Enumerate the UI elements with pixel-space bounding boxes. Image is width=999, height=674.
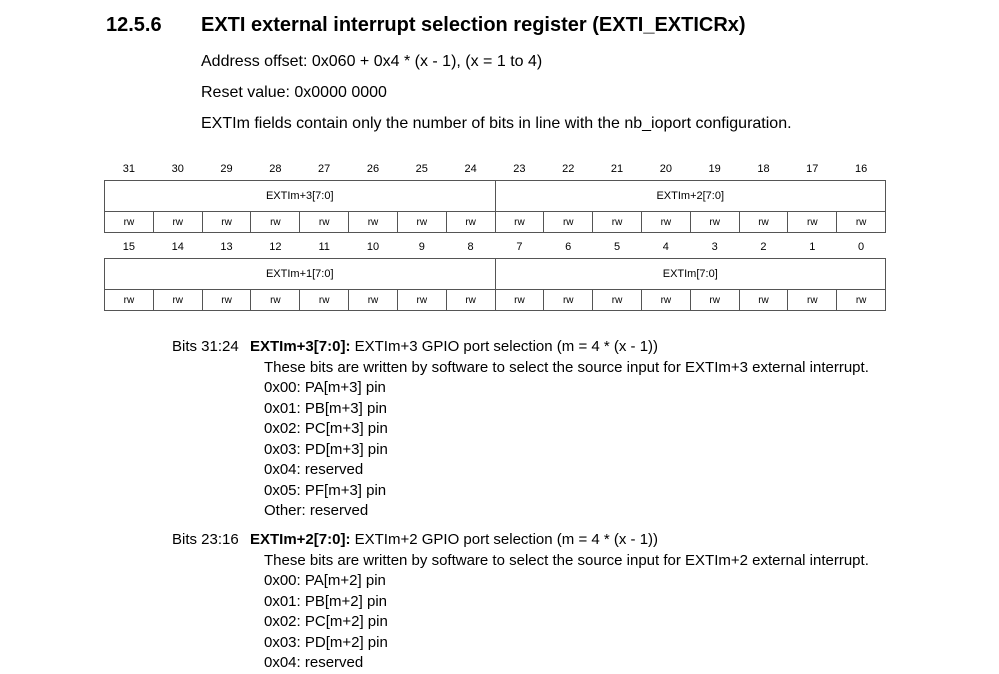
- address-offset: Address offset: 0x060 + 0x4 * (x - 1), (x = 1 to 4): [201, 53, 543, 70]
- access-cell: rw: [349, 212, 398, 233]
- bit-number: 0: [858, 241, 865, 253]
- bit-number-row: [105, 236, 886, 259]
- bit-number: 10: [366, 241, 380, 253]
- description-line: 0x04: reserved: [264, 654, 364, 671]
- bit-number: 3: [711, 241, 718, 253]
- field-summary: EXTIm+2 GPIO port selection (m = 4 * (x - 1)): [354, 531, 659, 548]
- bit-number: 13: [220, 241, 233, 253]
- access-cell: rw: [446, 212, 495, 233]
- field-cell: EXTIm[7:0]: [495, 259, 886, 290]
- bit-number: 26: [366, 163, 380, 175]
- access-cell: rw: [788, 290, 837, 311]
- bit-number: 11: [318, 241, 330, 253]
- access-cell: rw: [593, 290, 642, 311]
- access-cell: rw: [153, 290, 202, 311]
- access-cell: rw: [690, 290, 739, 311]
- access-cell: rw: [300, 290, 349, 311]
- field-cell: EXTIm+1[7:0]: [105, 259, 496, 290]
- description-header: [172, 337, 869, 358]
- access-cell: rw: [251, 212, 300, 233]
- access-cell: rw: [788, 212, 837, 233]
- section-number: 12.5.6: [106, 14, 162, 36]
- bit-number: 4: [662, 241, 669, 253]
- bit-description-23-16: [172, 530, 869, 674]
- access-cell: rw: [397, 212, 446, 233]
- bit-number: 20: [659, 163, 672, 175]
- description-line: These bits are written by software to select the source input for EXTIm+2 external interrupt.: [264, 551, 869, 569]
- description-line: 0x01: PB[m+3] pin: [264, 399, 387, 417]
- bit-number: 18: [757, 163, 770, 175]
- description-line: 0x01: PB[m+2] pin: [264, 592, 387, 610]
- bit-number: 2: [760, 241, 767, 253]
- description-line: 0x02: PC[m+3] pin: [264, 420, 388, 437]
- bit-number: 8: [467, 241, 474, 253]
- bit-description-31-24: [172, 337, 869, 522]
- bit-number: 12: [269, 241, 282, 253]
- access-cell: rw: [739, 290, 788, 311]
- reset-value: Reset value: 0x0000 0000: [201, 84, 387, 101]
- access-cell: rw: [837, 290, 886, 311]
- description-line: 0x02: PC[m+2] pin: [264, 613, 388, 630]
- access-cell: rw: [105, 290, 154, 311]
- description-line: 0x00: PA[m+3] pin: [264, 379, 386, 396]
- description-line: 0x05: PF[m+3] pin: [264, 481, 387, 499]
- bit-number: 17: [806, 163, 819, 175]
- bit-number: 5: [613, 241, 621, 253]
- bit-number: 22: [562, 163, 575, 175]
- access-cell: rw: [544, 212, 593, 233]
- bit-number: 24: [464, 163, 477, 175]
- bit-number: 23: [513, 163, 526, 175]
- bit-number: 19: [708, 163, 721, 175]
- field-name: EXTIm+3[7:0]:: [250, 338, 351, 355]
- access-cell: rw: [641, 212, 690, 233]
- bit-number: 15: [122, 241, 136, 253]
- bit-number: 7: [516, 241, 523, 253]
- bit-number: 14: [171, 241, 184, 253]
- description-line: 0x03: PD[m+2] pin: [264, 633, 388, 651]
- field-summary: EXTIm+3 GPIO port selection (m = 4 * (x - 1)): [354, 338, 659, 355]
- section-heading: [106, 14, 746, 37]
- description-line: Other: reserved: [264, 502, 369, 519]
- access-cell: rw: [495, 212, 544, 233]
- access-cell: rw: [251, 290, 300, 311]
- description-line: 0x00: PA[m+2] pin: [264, 572, 386, 589]
- access-cell: rw: [202, 212, 251, 233]
- description-header: [172, 530, 869, 551]
- bit-number: 9: [418, 241, 425, 253]
- bit-number: 25: [415, 163, 428, 175]
- description-line: 0x04: reserved: [264, 461, 364, 478]
- access-cell: rw: [690, 212, 739, 233]
- bit-number: 6: [565, 241, 572, 253]
- access-cell: rw: [593, 212, 642, 233]
- field-name: EXTIm+2[7:0]:: [250, 531, 351, 548]
- access-cell: rw: [202, 290, 251, 311]
- bit-number: 27: [318, 163, 331, 175]
- field-row: [105, 181, 886, 212]
- register-map-lower: [104, 236, 886, 311]
- access-cell: rw: [300, 212, 349, 233]
- bit-number: 28: [269, 163, 282, 175]
- field-cell: EXTIm+2[7:0]: [495, 181, 886, 212]
- bit-number: 30: [171, 163, 184, 175]
- access-cell: rw: [739, 212, 788, 233]
- access-cell: rw: [397, 290, 446, 311]
- bit-number: 1: [809, 241, 816, 253]
- access-cell: rw: [349, 290, 398, 311]
- bits-range-label: Bits 31:24: [172, 338, 239, 355]
- bit-number: 31: [122, 163, 136, 175]
- bit-number: 29: [220, 163, 233, 175]
- access-row: [105, 212, 886, 233]
- description-line: 0x03: PD[m+3] pin: [264, 440, 388, 458]
- access-row: [105, 290, 886, 311]
- access-cell: rw: [544, 290, 593, 311]
- bits-range-label: Bits 23:16: [172, 531, 239, 548]
- access-cell: rw: [837, 212, 886, 233]
- register-map-upper: [104, 158, 886, 233]
- bit-number-row: [105, 158, 886, 181]
- description-line: These bits are written by software to select the source input for EXTIm+3 external interrupt.: [264, 358, 869, 376]
- access-cell: rw: [495, 290, 544, 311]
- bit-number: 16: [854, 163, 868, 175]
- access-cell: rw: [153, 212, 202, 233]
- field-cell: EXTIm+3[7:0]: [105, 181, 496, 212]
- bit-number: 21: [610, 163, 624, 175]
- access-cell: rw: [105, 212, 154, 233]
- section-title: EXTI external interrupt selection register (EXTI_EXTICRx): [201, 14, 746, 36]
- field-row: [105, 259, 886, 290]
- access-cell: rw: [446, 290, 495, 311]
- access-cell: rw: [641, 290, 690, 311]
- field-note: EXTIm fields contain only the number of bits in line with the nb_ioport configuration.: [201, 115, 792, 132]
